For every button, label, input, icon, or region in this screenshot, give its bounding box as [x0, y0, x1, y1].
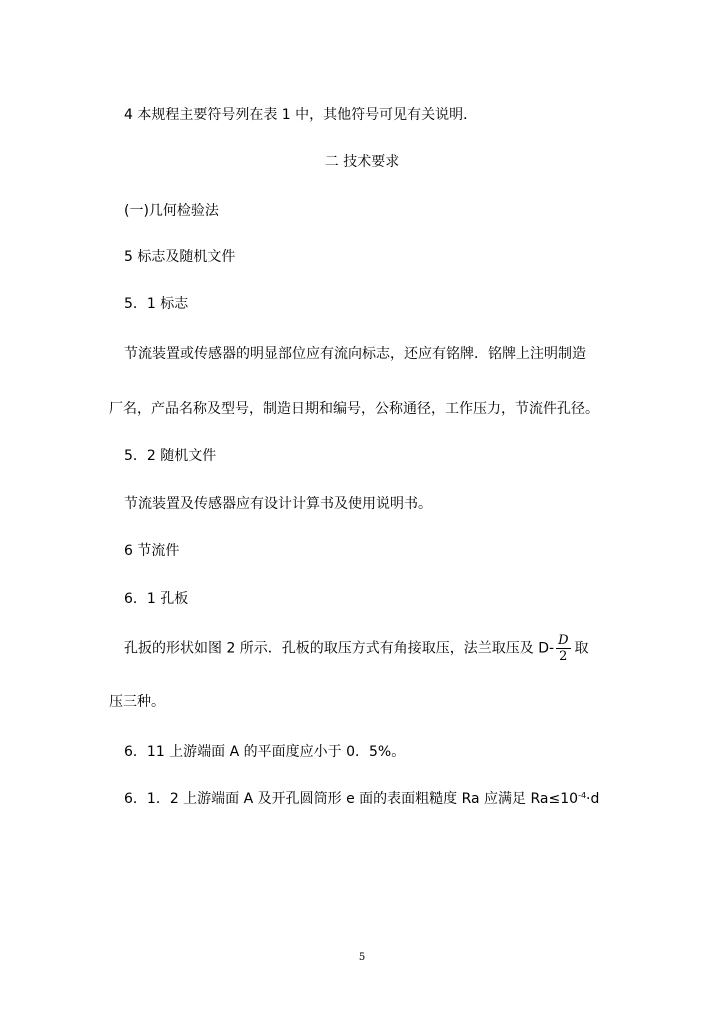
- roughness-text: 6．1．2 上游端面 A 及开孔圆筒形 e 面的表面粗糙度 Ra 应满足 Ra≤10: [124, 791, 579, 807]
- d-over-2-fraction: [556, 633, 570, 664]
- fraction-numerator: D: [558, 633, 569, 648]
- clause-heading-documents: 5．2 随机文件: [124, 448, 217, 464]
- orifice-paragraph-line-1: [124, 633, 589, 664]
- flatness-clause: 6．11 上游端面 A 的平面度应小于 0．5%。: [124, 744, 406, 760]
- roughness-suffix: ·d: [586, 791, 600, 807]
- page-number: 5: [358, 952, 366, 963]
- roughness-exponent: -4: [578, 791, 587, 800]
- marking-paragraph-line-2: 厂名，产品名称及型号，制造日期和编号，公称通径，工作压力，节流件孔径。: [109, 401, 599, 417]
- subsection-heading-geometric-inspection: (一)几何检验法: [124, 203, 219, 219]
- symbol-note: 4 本规程主要符号列在表 1 中，其他符号可见有关说明．: [124, 107, 478, 123]
- roughness-clause: [124, 789, 599, 809]
- clause-heading-marking-documents: 5 标志及随机文件: [124, 249, 236, 265]
- documents-paragraph: 节流装置及传感器应有设计计算书及使用说明书。: [124, 496, 432, 512]
- orifice-paragraph-text: 孔扳的形状如图 2 所示．孔板的取压方式有角接取压，法兰取压及 D-: [124, 640, 555, 657]
- clause-heading-marking: 5．1 标志: [124, 296, 189, 312]
- fraction-denominator: 2: [559, 649, 568, 664]
- orifice-paragraph-line-2: 压三种。: [109, 694, 165, 710]
- clause-heading-orifice-plate: 6．1 孔板: [124, 591, 189, 607]
- marking-paragraph-line-1: 节流装置或传感器的明显部位应有流向标志，还应有铭牌．铭牌上注明制造: [124, 346, 586, 362]
- clause-heading-throttling-element: 6 节流件: [124, 543, 180, 559]
- section-heading-technical-requirements: 二 技术要求: [324, 154, 400, 170]
- orifice-paragraph-tail: 取: [574, 640, 589, 657]
